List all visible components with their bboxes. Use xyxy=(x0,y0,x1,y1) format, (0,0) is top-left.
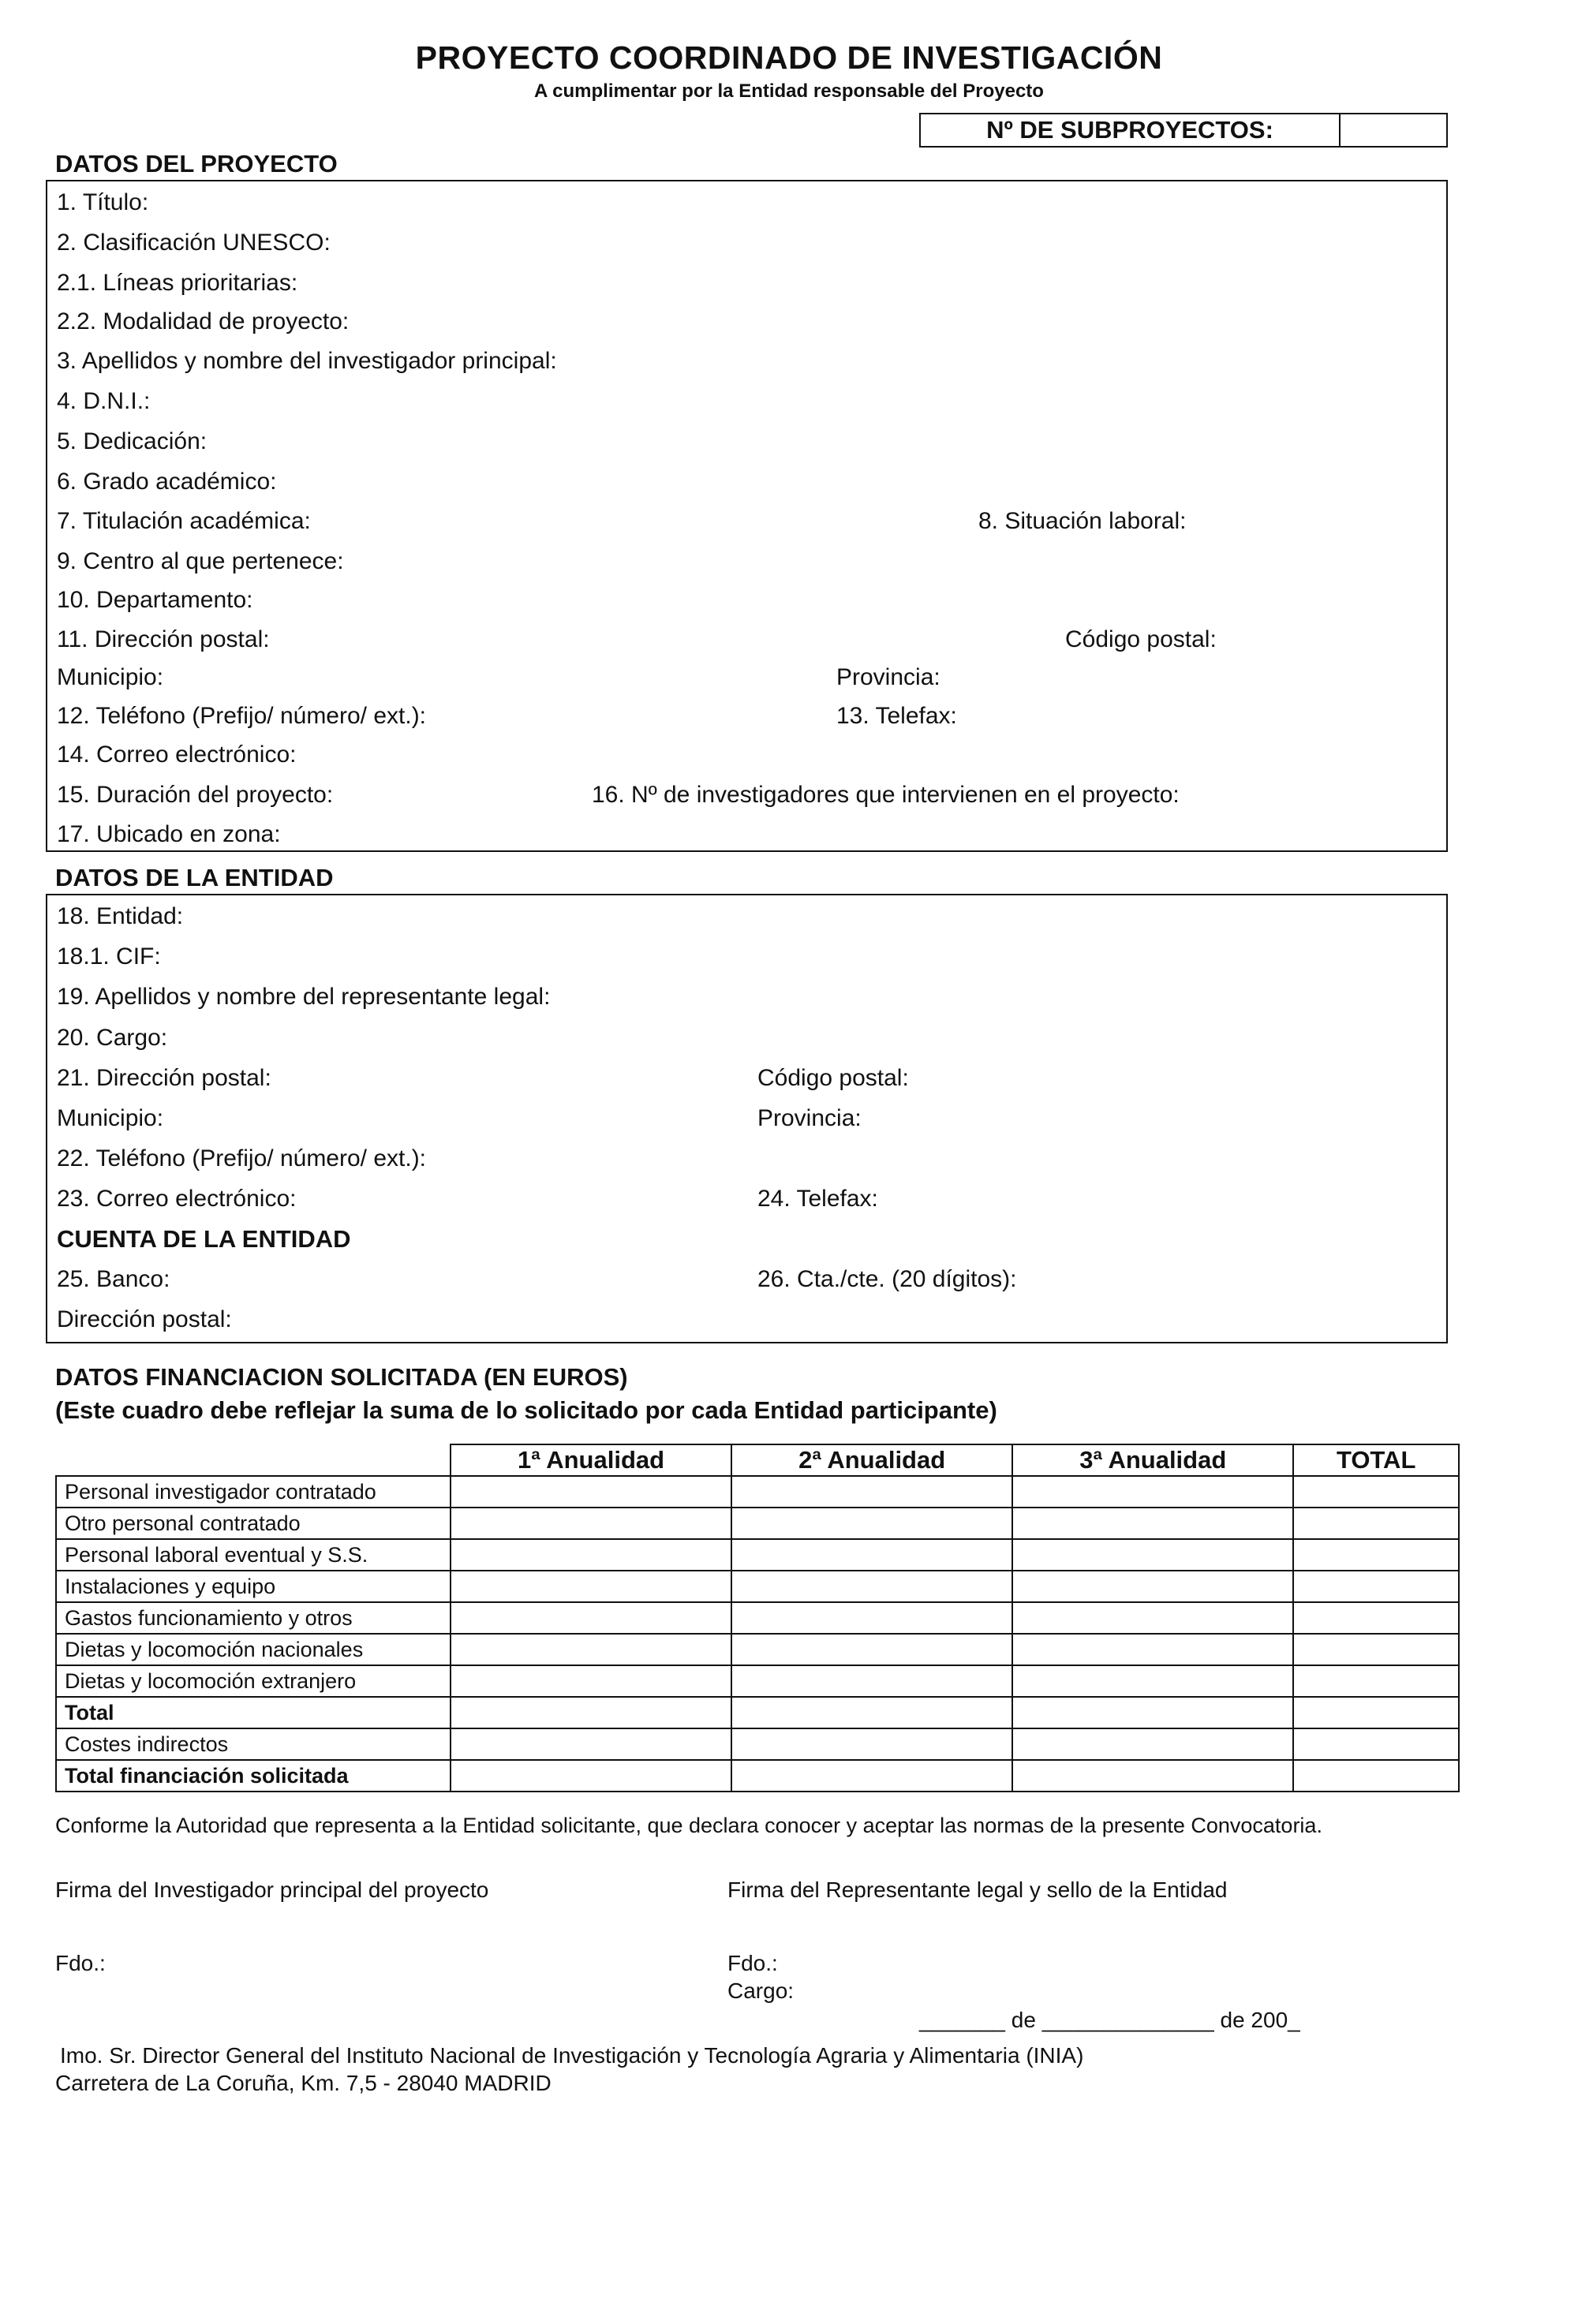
amount-cell[interactable] xyxy=(1012,1665,1293,1697)
field-telefax[interactable]: 13. Telefax: xyxy=(836,703,957,729)
amount-cell[interactable] xyxy=(1293,1476,1459,1508)
column-header: TOTAL xyxy=(1293,1444,1459,1476)
table-header-blank xyxy=(56,1444,451,1476)
amount-cell[interactable] xyxy=(451,1571,731,1602)
firma-investigador-label: Firma del Investigador principal del proyecto xyxy=(55,1878,489,1902)
amount-cell[interactable] xyxy=(451,1602,731,1634)
field-num-investigadores[interactable]: 16. Nº de investigadores que intervienen en el proyecto: xyxy=(592,782,1180,808)
amount-cell[interactable] xyxy=(731,1697,1012,1728)
row-label: Personal laboral eventual y S.S. xyxy=(56,1539,451,1571)
field-telefono[interactable]: 12. Teléfono (Prefijo/ número/ ext.): xyxy=(57,703,427,729)
amount-cell[interactable] xyxy=(731,1539,1012,1571)
page-subtitle: A cumplimentar por la Entidad responsable del Proyecto xyxy=(534,80,1044,102)
table-row xyxy=(56,1697,1459,1728)
table-row xyxy=(56,1539,1459,1571)
amount-cell[interactable] xyxy=(1012,1571,1293,1602)
field-situacion-laboral[interactable]: 8. Situación laboral: xyxy=(978,508,1187,534)
table-row xyxy=(56,1760,1459,1792)
field-entidad-correo[interactable]: 23. Correo electrónico: xyxy=(57,1186,297,1212)
amount-cell[interactable] xyxy=(1293,1508,1459,1539)
field-direccion-postal[interactable]: 11. Dirección postal: xyxy=(57,626,270,652)
field-duracion[interactable]: 15. Duración del proyecto: xyxy=(57,782,334,808)
footer-address-line2: Carretera de La Coruña, Km. 7,5 - 28040 MADRID xyxy=(55,2071,552,2095)
row-label: Otro personal contratado xyxy=(56,1508,451,1539)
field-modalidad[interactable]: 2.2. Modalidad de proyecto: xyxy=(57,308,350,334)
field-entidad-direccion[interactable]: 21. Dirección postal: xyxy=(57,1065,271,1091)
amount-cell[interactable] xyxy=(451,1539,731,1571)
field-entidad-telefono[interactable]: 22. Teléfono (Prefijo/ número/ ext.): xyxy=(57,1145,427,1171)
table-row xyxy=(56,1665,1459,1697)
column-header: 1ª Anualidad xyxy=(451,1444,731,1476)
row-label: Gastos funcionamiento y otros xyxy=(56,1602,451,1634)
field-lineas-prioritarias[interactable]: 2.1. Líneas prioritarias: xyxy=(57,270,298,296)
financiacion-table xyxy=(55,1444,1460,1792)
cargo-field[interactable]: Cargo: xyxy=(727,1978,795,2003)
subproyectos-box xyxy=(919,113,1448,148)
amount-cell[interactable] xyxy=(731,1760,1012,1792)
amount-cell[interactable] xyxy=(451,1665,731,1697)
amount-cell[interactable] xyxy=(1293,1697,1459,1728)
table-row xyxy=(56,1571,1459,1602)
amount-cell[interactable] xyxy=(1012,1602,1293,1634)
field-dedicacion[interactable]: 5. Dedicación: xyxy=(57,428,208,454)
amount-cell[interactable] xyxy=(1293,1760,1459,1792)
field-representante-legal[interactable]: 19. Apellidos y nombre del representante legal: xyxy=(57,984,551,1010)
field-clasificacion-unesco[interactable]: 2. Clasificación UNESCO: xyxy=(57,230,331,256)
amount-cell[interactable] xyxy=(731,1665,1012,1697)
field-ubicado-zona[interactable]: 17. Ubicado en zona: xyxy=(57,821,281,847)
amount-cell[interactable] xyxy=(451,1697,731,1728)
amount-cell[interactable] xyxy=(1293,1602,1459,1634)
financiacion-note: (Este cuadro debe reflejar la suma de lo solicitado por cada Entidad participante) xyxy=(55,1396,997,1424)
field-entidad-codigo-postal[interactable]: Código postal: xyxy=(757,1065,909,1091)
conforme-text: Conforme la Autoridad que representa a la Entidad solicitante, que declara conocer y aceptar las normas de la presente Convocatoria. xyxy=(55,1814,1322,1837)
row-label: Total financiación solicitada xyxy=(56,1760,451,1792)
amount-cell[interactable] xyxy=(1012,1697,1293,1728)
amount-cell[interactable] xyxy=(1012,1508,1293,1539)
amount-cell[interactable] xyxy=(1012,1539,1293,1571)
amount-cell[interactable] xyxy=(451,1760,731,1792)
page-title: PROYECTO COORDINADO DE INVESTIGACIÓN xyxy=(415,39,1163,76)
firma-representante-label: Firma del Representante legal y sello de la Entidad xyxy=(727,1878,1228,1902)
section-entidad-heading: DATOS DE LA ENTIDAD xyxy=(55,864,334,891)
amount-cell[interactable] xyxy=(451,1508,731,1539)
row-label: Instalaciones y equipo xyxy=(56,1571,451,1602)
fecha-field[interactable]: _______ de ______________ de 200_ xyxy=(919,2008,1300,2032)
amount-cell[interactable] xyxy=(1012,1476,1293,1508)
field-banco[interactable]: 25. Banco: xyxy=(57,1266,170,1292)
table-row xyxy=(56,1728,1459,1760)
field-banco-direccion[interactable]: Dirección postal: xyxy=(57,1306,232,1332)
amount-cell[interactable] xyxy=(731,1634,1012,1665)
entidad-box xyxy=(46,894,1448,1343)
table-header-row xyxy=(56,1444,1459,1476)
row-label: Dietas y locomoción nacionales xyxy=(56,1634,451,1665)
field-correo[interactable]: 14. Correo electrónico: xyxy=(57,742,297,768)
footer-address-line1: Imo. Sr. Director General del Instituto Nacional de Investigación y Tecnología Agraria y Alimentaria (INIA) xyxy=(60,2043,1084,2068)
row-label: Personal investigador contratado xyxy=(56,1476,451,1508)
amount-cell[interactable] xyxy=(1012,1634,1293,1665)
fdo-investigador-field[interactable]: Fdo.: xyxy=(55,1951,106,1975)
fdo-representante-field[interactable]: Fdo.: xyxy=(727,1951,778,1975)
amount-cell[interactable] xyxy=(731,1602,1012,1634)
column-header: 3ª Anualidad xyxy=(1012,1444,1293,1476)
proyecto-box xyxy=(46,180,1448,852)
cuenta-entidad-heading: CUENTA DE LA ENTIDAD xyxy=(57,1225,351,1253)
amount-cell[interactable] xyxy=(731,1476,1012,1508)
amount-cell[interactable] xyxy=(1293,1571,1459,1602)
field-codigo-postal[interactable]: Código postal: xyxy=(1065,626,1217,652)
amount-cell[interactable] xyxy=(1012,1728,1293,1760)
section-proyecto-heading: DATOS DEL PROYECTO xyxy=(55,150,338,177)
amount-cell[interactable] xyxy=(731,1728,1012,1760)
field-cuenta-corriente[interactable]: 26. Cta./cte. (20 dígitos): xyxy=(757,1266,1017,1292)
column-header: 2ª Anualidad xyxy=(731,1444,1012,1476)
field-entidad-provincia[interactable]: Provincia: xyxy=(757,1105,862,1131)
table-row xyxy=(56,1602,1459,1634)
amount-cell[interactable] xyxy=(1293,1634,1459,1665)
field-municipio[interactable]: Municipio: xyxy=(57,664,164,690)
field-cargo[interactable]: 20. Cargo: xyxy=(57,1025,168,1051)
amount-cell[interactable] xyxy=(451,1634,731,1665)
amount-cell[interactable] xyxy=(451,1476,731,1508)
field-dni[interactable]: 4. D.N.I.: xyxy=(57,388,151,414)
amount-cell[interactable] xyxy=(1293,1539,1459,1571)
field-titulacion[interactable]: 7. Titulación académica: xyxy=(57,508,311,534)
subproyectos-field[interactable] xyxy=(1341,114,1446,146)
table-row xyxy=(56,1508,1459,1539)
amount-cell[interactable] xyxy=(1293,1665,1459,1697)
table-row xyxy=(56,1634,1459,1665)
field-cif[interactable]: 18.1. CIF: xyxy=(57,943,161,970)
row-label: Dietas y locomoción extranjero xyxy=(56,1665,451,1697)
amount-cell[interactable] xyxy=(451,1728,731,1760)
field-entidad[interactable]: 18. Entidad: xyxy=(57,903,184,929)
field-investigador-principal[interactable]: 3. Apellidos y nombre del investigador principal: xyxy=(57,348,557,374)
row-label: Total xyxy=(56,1697,451,1728)
subproyectos-label: Nº DE SUBPROYECTOS: xyxy=(921,114,1341,146)
field-entidad-telefax[interactable]: 24. Telefax: xyxy=(757,1186,878,1212)
table-row xyxy=(56,1476,1459,1508)
amount-cell[interactable] xyxy=(731,1508,1012,1539)
amount-cell[interactable] xyxy=(1012,1760,1293,1792)
field-provincia[interactable]: Provincia: xyxy=(836,664,940,690)
amount-cell[interactable] xyxy=(731,1571,1012,1602)
field-titulo[interactable]: 1. Título: xyxy=(57,189,149,215)
field-entidad-municipio[interactable]: Municipio: xyxy=(57,1105,164,1131)
row-label: Costes indirectos xyxy=(56,1728,451,1760)
section-financiacion-heading: DATOS FINANCIACION SOLICITADA (EN EUROS) xyxy=(55,1363,628,1391)
field-centro[interactable]: 9. Centro al que pertenece: xyxy=(57,548,344,574)
field-departamento[interactable]: 10. Departamento: xyxy=(57,587,253,613)
field-grado-academico[interactable]: 6. Grado académico: xyxy=(57,469,277,495)
amount-cell[interactable] xyxy=(1293,1728,1459,1760)
